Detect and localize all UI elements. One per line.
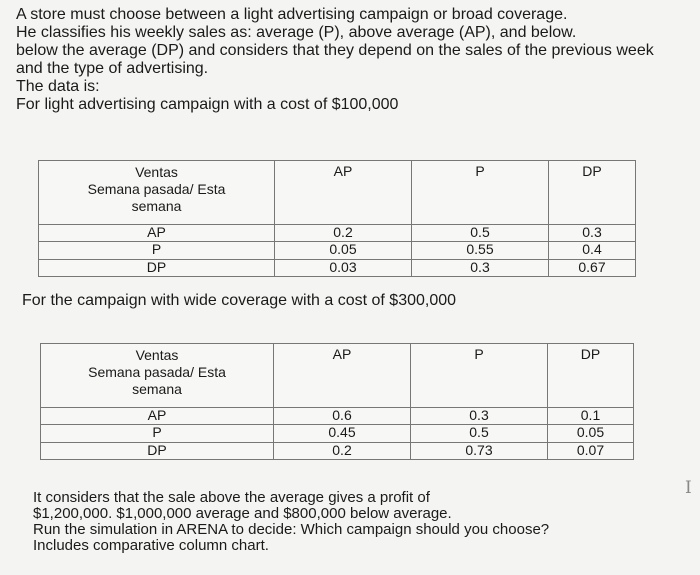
corner-line: Semana pasada/ Esta [88,364,226,380]
column-header: DP [549,161,636,225]
intro-line: A store must choose between a light advertising campaign or broad coverage. [16,6,568,23]
corner-line: semana [132,381,182,397]
corner-line: semana [131,198,182,214]
problem-outro [33,490,549,554]
row-label: DP [39,259,275,276]
table-cell: 0.07 [548,442,634,459]
corner-line: Semana pasada/ Esta [87,181,226,197]
row-label: P [41,425,274,442]
column-header: AP [275,161,412,225]
outro-line: It considers that the sale above the average gives a profit of [33,489,430,506]
intro-line: below the average (DP) and considers that they depend on the sales of the previous week [16,42,654,59]
table-row [41,407,634,424]
table-row [41,425,634,442]
intro-line: and the type of advertising. [16,60,209,77]
column-header: P [412,161,549,225]
table-row [39,259,636,276]
row-label: DP [41,442,274,459]
table-cell: 0.4 [549,242,636,259]
table-cell: 0.1 [548,407,634,424]
intro-line: For light advertising campaign with a cost of $100,000 [16,96,399,113]
corner-cell [39,161,275,225]
table-header-row [41,344,634,408]
table-cell: 0.05 [548,425,634,442]
table-cell: 0.73 [411,442,548,459]
column-header: AP [274,344,411,408]
table-cell: 0.5 [411,425,548,442]
table-cell: 0.2 [275,224,412,241]
intro-line: He classifies his weekly sales as: average (P), above average (AP), and below. [16,24,577,41]
outro-line: Run the simulation in ARENA to decide: Which campaign should you choose? [33,521,550,538]
row-label: AP [41,407,274,424]
table-cell: 0.2 [274,442,411,459]
table-row [39,242,636,259]
table-cell: 0.6 [274,407,411,424]
table-cell: 0.3 [412,259,549,276]
table-cell: 0.3 [549,224,636,241]
row-label: AP [39,224,275,241]
table-cell: 0.67 [549,259,636,276]
wide-coverage-table [40,343,634,460]
table-row [41,442,634,459]
wide-coverage-caption: For the campaign with wide coverage with a cost of $300,000 [22,292,457,309]
table-cell: 0.05 [275,242,412,259]
table-header-row [39,161,636,225]
table-cell: 0.5 [412,224,549,241]
corner-line: Ventas [135,164,178,180]
light-campaign-table [38,160,636,277]
corner-line: Ventas [135,347,179,363]
column-header: DP [548,344,634,408]
table-cell: 0.55 [412,242,549,259]
corner-cell [41,344,274,408]
table-cell: 0.3 [411,407,548,424]
outro-line: Includes comparative column chart. [33,537,269,554]
outro-line: $1,200,000. $1,000,000 average and $800,000 below average. [33,505,452,522]
text-cursor-icon: I [685,478,692,498]
column-header: P [411,344,548,408]
table-cell: 0.03 [275,259,412,276]
row-label: P [39,242,275,259]
table-cell: 0.45 [274,425,411,442]
table-row [39,224,636,241]
problem-intro [16,6,688,114]
intro-line: The data is: [16,78,100,95]
